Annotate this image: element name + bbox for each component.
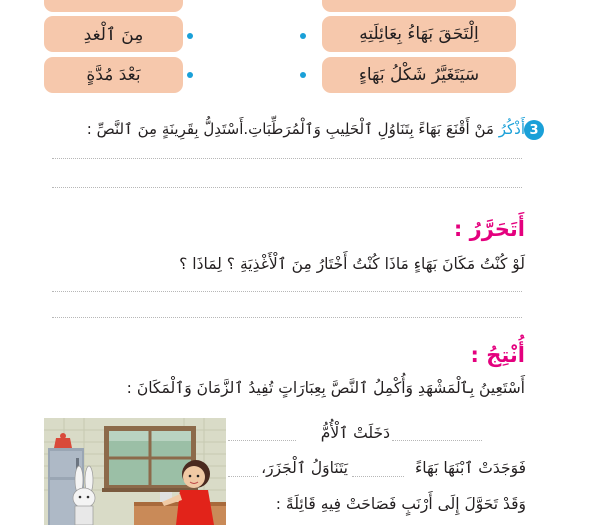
fill-blank-line1-right[interactable]: [392, 440, 482, 441]
story-line-2b: يَتَنَاوَلُ ٱلْجَزَرَ،: [261, 459, 348, 477]
fill-blank-line1[interactable]: [228, 440, 296, 441]
story-line-2a: فَوَجَدَتْ ٱبْنَهَا بَهَاءً: [415, 459, 526, 477]
match-dot-right-3[interactable]: [300, 72, 306, 78]
answer-line-q3-2[interactable]: [52, 187, 522, 188]
answer-line-atahrar-1[interactable]: [52, 291, 522, 292]
match-dot-left-2[interactable]: [187, 33, 193, 39]
answer-line-q3-1[interactable]: [52, 158, 522, 159]
answer-pill-left-1: [44, 0, 183, 12]
match-dot-left-3[interactable]: [187, 72, 193, 78]
question-number-badge: 3: [524, 120, 544, 140]
section-title-untij: أُنْتِجُ :: [470, 343, 525, 367]
kitchen-illustration: [44, 418, 226, 525]
question-3-text: أَذْكُرُ مَنْ أَقْنَعَ بَهَاءً بِتَنَاوُلِ ٱلْحَلِيبِ وَٱلْمُرَطِّبَاتِ.أَسْتَدِلُّ بِقَرِينَةٍ مِنَ ٱلنَّصِّ :: [86, 120, 525, 138]
answer-pill-right-3: سَيَتَغَيَّرُ شَكْلُ بَهَاءٍ: [322, 57, 516, 93]
fill-blank-line2a[interactable]: [228, 476, 258, 477]
section-title-atahrar: أَتَحَرَّرُ :: [453, 217, 525, 241]
answer-pill-left-2: مِنَ ٱلْغدِ: [44, 16, 183, 52]
answer-pill-left-3: بَعْدَ مُدَّةٍ: [44, 57, 183, 93]
question-3-verb: أَذْكُرُ: [498, 120, 525, 138]
untij-instruction: أَسْتَعِينُ بِٱلْمَشْهَدِ وَأُكْمِلُ ٱلنَّصَّ بِعِبَارَاتٍ تُفِيدُ ٱلزَّمَانَ وَٱلْمَكَانَ :: [126, 379, 525, 397]
fill-blank-line2b[interactable]: [352, 476, 404, 477]
answer-pill-right-2: اِلْتَحَقَ بَهَاءُ بِعَائِلَتِهِ: [322, 16, 516, 52]
answer-pill-right-1: [322, 0, 516, 12]
story-line-1: دَخَلَتْ ٱلْأُمُّ: [320, 424, 390, 442]
match-dot-right-2[interactable]: [300, 33, 306, 39]
story-line-3: وَقَدْ تَحَوَّلَ إِلَى أَرْنَبٍ فَصَاحَتْ فِيهِ قَائِلَةً :: [275, 495, 526, 513]
atahrar-question: لَوْ كُنْتُ مَكَانَ بَهَاءٍ مَاذَا كُنْتُ أَخْتَارُ مِنَ ٱلْأَغْذِيَةِ ؟ لِمَاذَا ؟: [179, 255, 525, 273]
answer-line-atahrar-2[interactable]: [52, 317, 522, 318]
